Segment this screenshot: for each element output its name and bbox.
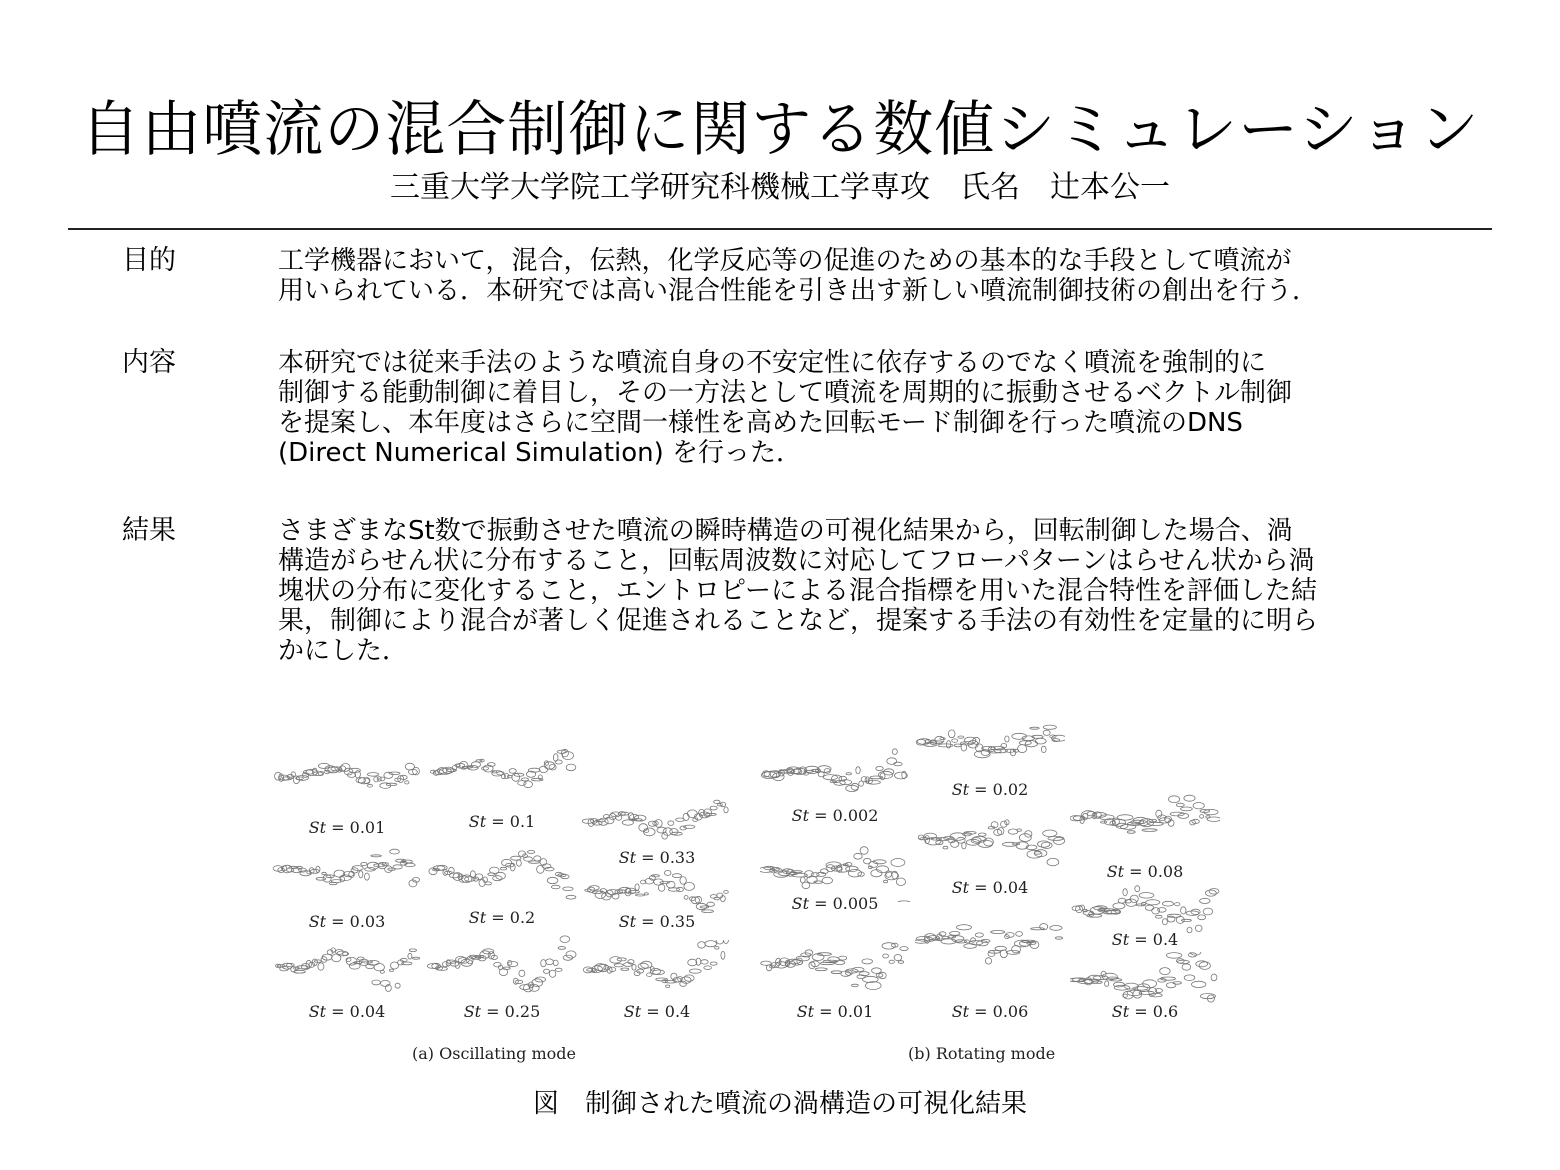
vortex-visualization xyxy=(582,860,732,920)
st-value-label xyxy=(760,1002,910,1021)
st-value: = 0.002 xyxy=(814,806,879,825)
section-body-results: さまざまなSt数で振動させた噴流の瞬時構造の可視化結果から，回転制御した場合、渦 構造がらせん状に分布すること，回転周波数に対応してフローパターンはらせん状から渦 塊状の分布に変化すること，エントロピーによる混合指標を用いた混合特性を評価した結 果，制御により混合が著しく促進されることなど，提案する手法の有効性を定量的に明ら かにした． xyxy=(278,516,1319,666)
st-symbol: St xyxy=(951,780,975,799)
st-value-label xyxy=(760,806,910,825)
vortex-visualization xyxy=(760,842,910,902)
st-value-label xyxy=(582,912,732,931)
vortex-visualization xyxy=(915,808,1065,868)
st-value-label xyxy=(272,818,422,837)
vortex-visualization xyxy=(582,940,732,1000)
section-label-content: 内容 xyxy=(122,347,176,378)
section-label-purpose: 目的 xyxy=(122,245,176,276)
st-value-label xyxy=(915,1002,1065,1021)
st-value: = 0.06 xyxy=(974,1002,1029,1021)
vortex-visualization xyxy=(760,744,910,804)
figure-caption: 図 制御された噴流の渦構造の可視化結果 xyxy=(532,1089,1027,1119)
st-symbol: St xyxy=(791,894,815,913)
vortex-visualization xyxy=(427,934,577,994)
vortex-visualization xyxy=(760,934,910,994)
figure-oscillating-panel xyxy=(272,712,732,1032)
section-body-purpose: 工学機器において，混合，伝熱，化学反応等の促進のための基本的な手段として噴流が 用いられている．本研究では高い混合性能を引き出す新しい噴流制御技術の創出を行う． xyxy=(278,246,1319,306)
st-symbol: St xyxy=(1111,1002,1135,1021)
st-value-label xyxy=(272,1002,422,1021)
section-label-results: 結果 xyxy=(122,515,176,546)
vortex-visualization xyxy=(272,934,422,994)
st-symbol: St xyxy=(951,1002,975,1021)
st-value: = 0.35 xyxy=(641,912,696,931)
st-value: = 0.02 xyxy=(974,780,1029,799)
st-value-label xyxy=(915,780,1065,799)
st-value: = 0.1 xyxy=(491,812,536,831)
st-symbol: St xyxy=(308,818,332,837)
st-value-label xyxy=(915,878,1065,897)
vortex-visualization xyxy=(915,910,1065,970)
st-symbol: St xyxy=(791,806,815,825)
vortex-visualization xyxy=(1070,878,1220,938)
st-value-label xyxy=(427,812,577,831)
vortex-visualization xyxy=(582,792,732,852)
vortex-visualization xyxy=(915,714,1065,774)
vortex-visualization xyxy=(272,744,422,804)
st-value: = 0.005 xyxy=(814,894,879,913)
author-line: 三重大学大学院工学研究科機械工学専攻 氏名 辻本公一 xyxy=(390,170,1170,205)
st-value: = 0.25 xyxy=(486,1002,541,1021)
st-symbol: St xyxy=(623,1002,647,1021)
st-value-label xyxy=(427,908,577,927)
st-symbol: St xyxy=(1106,862,1130,881)
st-value: = 0.01 xyxy=(331,818,386,837)
header-divider xyxy=(68,228,1492,230)
st-value-label xyxy=(582,1002,732,1021)
st-value: = 0.08 xyxy=(1129,862,1184,881)
st-value-label xyxy=(427,1002,577,1021)
st-symbol: St xyxy=(468,908,492,927)
vortex-visualization xyxy=(427,842,577,902)
st-value: = 0.03 xyxy=(331,912,386,931)
page-title: 自由噴流の混合制御に関する数値シミュレーション xyxy=(80,95,1480,165)
st-value-label xyxy=(1070,930,1220,949)
st-symbol: St xyxy=(618,912,642,931)
vortex-visualization xyxy=(427,740,577,800)
st-value: = 0.2 xyxy=(491,908,536,927)
st-value: = 0.4 xyxy=(1134,930,1179,949)
st-value-label xyxy=(760,894,910,913)
st-symbol: St xyxy=(468,812,492,831)
caption-rotating: (b) Rotating mode xyxy=(908,1044,1056,1063)
st-symbol: St xyxy=(796,1002,820,1021)
st-symbol: St xyxy=(308,1002,332,1021)
st-symbol: St xyxy=(618,848,642,867)
st-symbol: St xyxy=(1111,930,1135,949)
section-body-content: 本研究では従来手法のような噴流自身の不安定性に依存するのでなく噴流を強制的に 制御する能動制御に着目し，その一方法として噴流を周期的に振動させるベクトル制御 を提案し、本年度はさらに空間一様性を高めた回転モード制御を行った噴流のDNS (Direct Numerical Simulation) を行った． xyxy=(278,348,1293,468)
st-symbol: St xyxy=(463,1002,487,1021)
st-value: = 0.6 xyxy=(1134,1002,1179,1021)
caption-oscillating: (a) Oscillating mode xyxy=(412,1044,576,1063)
figure-rotating-panel xyxy=(760,712,1220,1032)
st-value: = 0.04 xyxy=(331,1002,386,1021)
st-value-label xyxy=(272,912,422,931)
vortex-visualization xyxy=(1070,790,1220,850)
st-value: = 0.04 xyxy=(974,878,1029,897)
vortex-visualization xyxy=(272,842,422,902)
st-symbol: St xyxy=(951,878,975,897)
st-value-label xyxy=(1070,1002,1220,1021)
st-value: = 0.4 xyxy=(646,1002,691,1021)
st-symbol: St xyxy=(308,912,332,931)
st-value: = 0.01 xyxy=(819,1002,874,1021)
st-value: = 0.33 xyxy=(641,848,696,867)
